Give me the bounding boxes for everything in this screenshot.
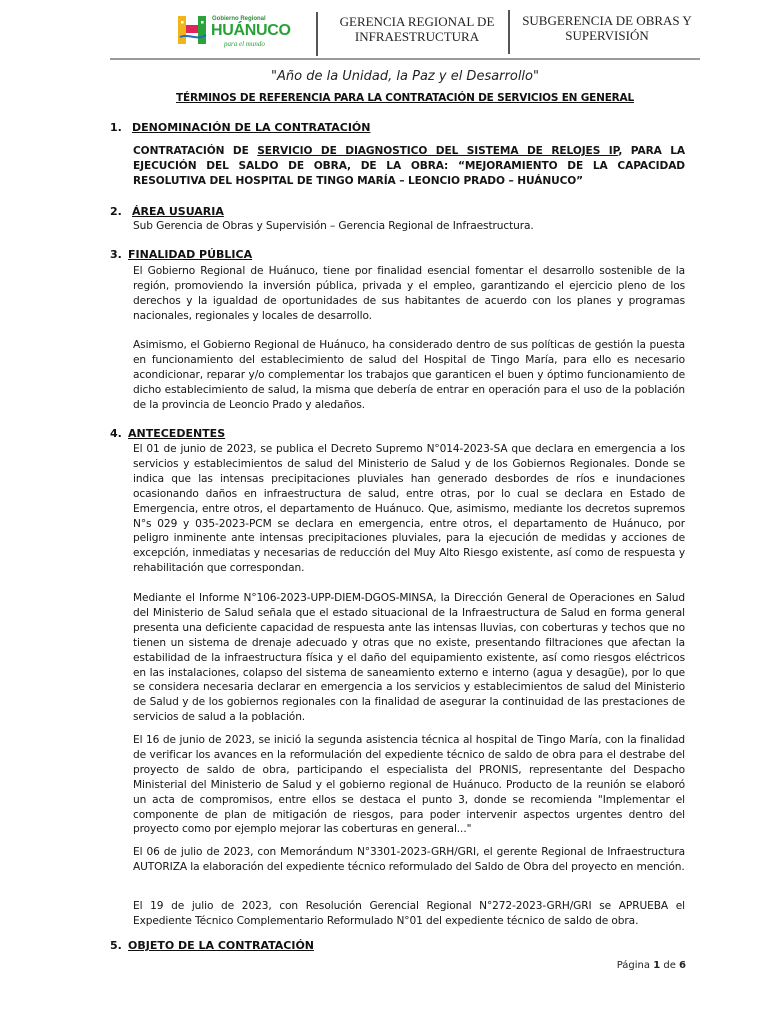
- public-purpose-paragraph: El Gobierno Regional de Huánuco, tiene por finalidad esencial fomentar el desarrollo sostenible de la región, promoviendo la inversión pública, privada y el empleo, garantizando el ejercicio pleno de los derechos y la igualdad de oportunidades de sus habitantes de acuerdo con los planes y programas nacionales, regionales y locales de desarrollo.: [133, 265, 685, 322]
- section-heading: [110, 248, 252, 261]
- section-title: ÁREA USUARIA: [132, 205, 224, 218]
- background-paragraph: El 01 de junio de 2023, se publica el Decreto Supremo N°014-2023-SA que declara en emergencia a los servicios y establecimientos de salud del Ministerio de Salud y de los Gobiernos Regionales. Donde se indica que las intensas precipitaciones pluviales han generado desbordes de ríos e inundaciones ocasionando daños en infraestructura de salud, entre otras, por lo cual se declara en Estado de Emergencia, entre otros, el departamento de Huánuco. Que, asimismo, mediante los decretos supremos N°s 029 y 035-2023-PCM se declara en emergencia, entre otros, el departamento de Huánuco, por peligro inminente ante intensas precipitaciones pluviales, para la ejecución de medidas y acciones de excepción, inmediatas y necesarias de reducción del Muy Alto Riesgo existente, así como de respuesta y rehabilitación que correspondan.: [133, 443, 685, 575]
- page-number: [560, 960, 686, 971]
- gobierno-regional-logo: [176, 13, 291, 49]
- user-area-paragraph: Sub Gerencia de Obras y Supervisión – Gerencia Regional de Infraestructura.: [133, 220, 534, 232]
- logo-small-text: Gobierno Regional: [212, 16, 266, 22]
- header-gerencia: GERENCIA REGIONAL DE INFRAESTRUCTURA: [339, 14, 495, 44]
- section-number: 1.: [110, 121, 122, 134]
- huanuco-logo-icon: [176, 13, 210, 47]
- year-motto: "Año de la Unidad, la Paz y el Desarrollo": [271, 69, 539, 84]
- total-pages: 6: [679, 960, 686, 971]
- page-separator: de: [663, 960, 676, 971]
- header-rule: [110, 58, 700, 60]
- document-title: TÉRMINOS DE REFERENCIA PARA LA CONTRATACIÓN DE SERVICIOS EN GENERAL: [176, 92, 634, 104]
- section-title: OBJETO DE LA CONTRATACIÓN: [128, 939, 315, 952]
- logo-tagline: para el mundo: [224, 40, 265, 48]
- background-paragraph: El 06 de julio de 2023, con Memorándum N°3301-2023-GRH/GRI, el gerente Regional de Infraestructura AUTORIZA la elaboración del expediente técnico reformulado del Saldo de Obra del proyecto en mención.: [133, 846, 685, 873]
- section-title: ANTECEDENTES: [128, 427, 226, 440]
- section-heading: [110, 939, 314, 952]
- section-heading: [110, 205, 224, 218]
- page-header: [0, 0, 768, 62]
- page-label: Página: [616, 960, 650, 971]
- section-heading: [110, 121, 371, 134]
- section-title: DENOMINACIÓN DE LA CONTRATACIÓN: [132, 121, 371, 134]
- header-divider: [508, 10, 510, 54]
- section-title: FINALIDAD PÚBLICA: [128, 248, 253, 261]
- header-divider: [316, 12, 318, 56]
- section-number: 4.: [110, 427, 122, 440]
- background-paragraph: Mediante el Informe N°106-2023-UPP-DIEM-DGOS-MINSA, la Dirección General de Operaciones en Salud del Ministerio de Salud señala que el estado situacional de la Infraestructura de Salud en forma general presenta una deficiente capacidad de respuesta ante las intensas lluvias, con coberturas y techos que no tienen un sistema de drenaje adecuado y otras que no existe, presentando filtraciones que afectan la estabilidad de la infraestructura física y el daño del equipamiento existente, así como riesgos eléctricos en las instalaciones, colapso del sistema de saneamiento externo e interno (agua y desagüe), por lo que se considera necesaria declarar en emergencia a los servicios y establecimientos de salud del Ministerio de Salud y de los gobiernos regionales con la finalidad de asegurar la continuidad de las prestaciones de servicios de salud a la población.: [133, 592, 685, 724]
- header-subgerencia: SUBGERENCIA DE OBRAS Y SUPERVISIÓN: [522, 13, 692, 43]
- section-heading: [110, 427, 225, 440]
- public-purpose-paragraph: Asimismo, el Gobierno Regional de Huánuco, ha considerado dentro de sus políticas de gestión la puesta en funcionamiento del establecimiento de salud del Hospital de Tingo María, para ello es necesario acondicionar, reparar y/o complementar los trabajos que garanticen el buen y óptimo funcionamiento de dicho establecimiento de salud, la misma que debería de entrar en operación para el uso de la población de la provincia de Leoncio Prado y aledaños.: [133, 339, 685, 411]
- contract-service-name: SERVICIO DE DIAGNOSTICO DEL SISTEMA DE RELOJES IP: [257, 145, 619, 157]
- contract-name-paragraph: [133, 144, 685, 189]
- section-number: 3.: [110, 248, 122, 261]
- background-paragraph: El 16 de junio de 2023, se inició la segunda asistencia técnica al hospital de Tingo María, con la finalidad de verificar los avances en la reformulación del expediente técnico de saldo de obra para el destrabe del proyecto de saldo de obra, participando el especialista del PRONIS, representante del Despacho Ministerial del Ministerio de Salud y el gobierno regional de Huánuco. Producto de la reunión se elaboró un acta de compromisos, entre ellos se destaca el punto 3, donde se recomienda "Implementar el componente de plan de mitigación de riesgos, para poder intervenir aspectos urgentes dentro del proyecto como por ejemplo mejorar las coberturas en general...": [133, 734, 685, 836]
- current-page: 1: [653, 960, 661, 971]
- section-number: 5.: [110, 939, 122, 952]
- contract-name-suffix: , PARA LA EJECUCIÓN DEL SALDO DE OBRA, DE LA OBRA: “MEJORAMIENTO DE LA CAPACIDAD RESOLUTIVA DEL HOSPITAL DE TINGO MARÍA – LEONCIO PRADO – HUÁNUCO”: [133, 145, 685, 187]
- background-paragraph: El 19 de julio de 2023, con Resolución Gerencial Regional N°272-2023-GRH/GRI se APRUEBA el Expediente Técnico Complementario Reformulado N°01 del expediente técnico de saldo de obra.: [133, 900, 685, 927]
- logo-big-text: HUÁNUCO: [211, 22, 291, 39]
- contract-name-prefix: CONTRATACIÓN DE: [133, 145, 258, 157]
- section-number: 2.: [110, 205, 122, 218]
